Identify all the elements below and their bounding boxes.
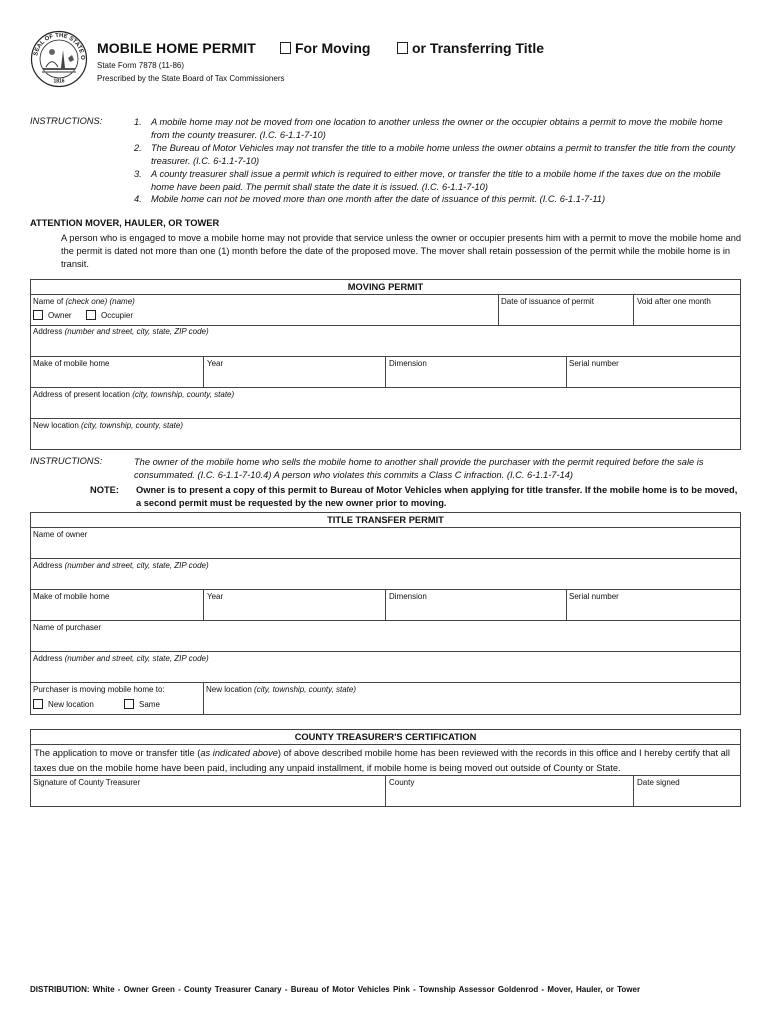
divider <box>385 589 386 620</box>
tt-year-field[interactable]: Year <box>207 592 224 601</box>
divider <box>203 682 204 715</box>
occupier-option[interactable] <box>86 310 133 320</box>
instructions-list <box>134 116 742 206</box>
occupier-checkbox[interactable] <box>86 310 96 320</box>
for-moving-label: For Moving <box>295 40 371 56</box>
for-moving-checkbox[interactable] <box>280 42 291 54</box>
date-issuance-field[interactable]: Date of issuance of permit <box>501 297 594 306</box>
divider <box>30 682 741 683</box>
divider <box>30 387 741 388</box>
instructions-label-2: INSTRUCTIONS: <box>30 456 103 466</box>
divider <box>30 325 741 326</box>
date-signed-field[interactable]: Date signed <box>637 778 680 787</box>
tt-make-field[interactable]: Make of mobile home <box>33 592 110 601</box>
same-checkbox[interactable] <box>124 699 134 709</box>
dimension-field[interactable]: Dimension <box>389 359 427 368</box>
divider <box>30 418 741 419</box>
divider <box>30 651 741 652</box>
county-field[interactable]: County <box>389 778 415 787</box>
moving-to-label: Purchaser is moving mobile home to: <box>33 685 165 694</box>
instruction-item: 3. A county treasurer shall issue a permit which is required to either move, or transfer the title to a mobile home if the taxes due on the mobile home have been paid. The permit shall state the date it is issued. (I.C. 6-1.1-7-10) <box>134 168 721 192</box>
owner-option[interactable] <box>33 310 72 320</box>
transfer-title-label: or Transferring Title <box>412 40 544 56</box>
new-location-option[interactable] <box>33 699 94 709</box>
transfer-title-option[interactable] <box>397 40 544 56</box>
note-text: Owner is to present a copy of this permit to Bureau of Motor Vehicles when applying for title transfer. If the mobile home is to be moved, a second permit must be requested by the new owner prior to moving. <box>136 485 738 508</box>
certification-text: The application to move or transfer title (as indicated above) of above described mobile home has been reviewed with the records in this office and I hereby certify that all taxes due on the mobile home have been paid, including any unpaid installment, if mobile home is being moved out outside of County or State. <box>34 748 730 773</box>
divider <box>30 558 741 559</box>
prescribed-by: Prescribed by the State Board of Tax Commissioners <box>97 74 285 83</box>
svg-text:1816: 1816 <box>53 78 65 85</box>
distribution-footer: DISTRIBUTION: White - Owner Green - County Treasurer Canary - Bureau of Motor Vehicles Pink - Township Assessor Goldenrod - Mover, Hauler, or Tower <box>30 985 641 994</box>
new-location-checkbox[interactable] <box>33 699 43 709</box>
make-field[interactable]: Make of mobile home <box>33 359 110 368</box>
serial-field[interactable]: Serial number <box>569 359 619 368</box>
owner-name-field[interactable]: Name of owner <box>33 530 88 539</box>
for-moving-option[interactable] <box>280 40 370 56</box>
divider <box>203 589 204 620</box>
new-location-field[interactable]: New location (city, township, county, state) <box>33 421 184 430</box>
address-field[interactable]: Address (number and street, city, state, ZIP code) <box>33 327 209 336</box>
svg-text:SEAL OF THE STATE OF: SEAL OF THE STATE O <box>33 32 86 61</box>
attention-heading: ATTENTION MOVER, HAULER, OR TOWER <box>30 218 220 228</box>
owner-address-field[interactable]: Address (number and street, city, state, ZIP code) <box>33 561 209 570</box>
divider <box>30 744 741 745</box>
title-transfer-title: TITLE TRANSFER PERMIT <box>327 515 444 525</box>
same-label: Same <box>139 699 160 709</box>
purchaser-address-field[interactable]: Address (number and street, city, state, ZIP code) <box>33 654 209 663</box>
divider <box>566 356 567 387</box>
signature-field[interactable]: Signature of County Treasurer <box>33 778 141 787</box>
certification-title: COUNTY TREASURER'S CERTIFICATION <box>294 732 477 742</box>
note-label: NOTE: <box>90 485 119 495</box>
occupier-label: Occupier <box>101 310 134 320</box>
year-field[interactable]: Year <box>207 359 224 368</box>
divider <box>633 775 634 807</box>
state-seal-logo <box>30 30 88 88</box>
attention-body: A person who is engaged to move a mobile home may not provide that service unless the owner or occupier presents him with a permit to move the mobile home and the permit is dated not more than one (1) month before the date of the proposed move. The mover shall retain possession of the permit while the mobile home is in transit. <box>61 233 742 269</box>
divider <box>30 620 741 621</box>
name-of-label: Name of (check one) (name) <box>33 297 135 306</box>
instructions-label: INSTRUCTIONS: <box>30 116 103 126</box>
instruction-item: 4. Mobile home can not be moved more than one month after the date of issuance of this permit. (I.C. 6-1.1-7-11) <box>134 194 606 205</box>
divider <box>385 356 386 387</box>
void-after-field[interactable]: Void after one month <box>637 297 711 306</box>
moving-permit-title: MOVING PERMIT <box>347 282 424 292</box>
divider <box>30 294 741 295</box>
form-title: MOBILE HOME PERMIT <box>97 40 256 56</box>
new-location-option-label: New location <box>48 699 94 709</box>
instruction-item: 1. A mobile home may not be moved from one location to another unless the owner or the occupier obtains a permit to move the mobile home from the county treasurer. (I.C. 6-1.1-7-10) <box>134 117 723 140</box>
tt-serial-field[interactable]: Serial number <box>569 592 619 601</box>
instructions-2-text: The owner of the mobile home who sells the mobile home to another shall provide the purchaser with the permit required before the sale is consummated. (I.C. 6-1.1-7-10.4) A person who violates this commits a Class C infraction. (I.C. 6-1.1-7-14) <box>134 457 704 480</box>
divider <box>30 527 741 528</box>
owner-checkbox[interactable] <box>33 310 43 320</box>
tt-dimension-field[interactable]: Dimension <box>389 592 427 601</box>
present-location-field[interactable]: Address of present location (city, township, county, state) <box>33 390 235 399</box>
transfer-title-checkbox[interactable] <box>397 42 408 54</box>
same-option[interactable] <box>124 699 160 709</box>
tt-new-location-field[interactable]: New location (city, township, county, state) <box>206 685 357 694</box>
divider <box>203 356 204 387</box>
divider <box>633 294 634 325</box>
divider <box>385 775 386 807</box>
owner-label: Owner <box>48 310 72 320</box>
purchaser-name-field[interactable]: Name of purchaser <box>33 623 102 632</box>
divider <box>498 294 499 325</box>
form-number: State Form 7878 (11-86) <box>97 61 185 70</box>
instruction-item: 2. The Bureau of Motor Vehicles may not transfer the title to a mobile home unless the owner obtains a permit to transfer the title from the county treasurer. (I.C. 6-1.1-7-10) <box>134 142 736 166</box>
divider <box>566 589 567 620</box>
